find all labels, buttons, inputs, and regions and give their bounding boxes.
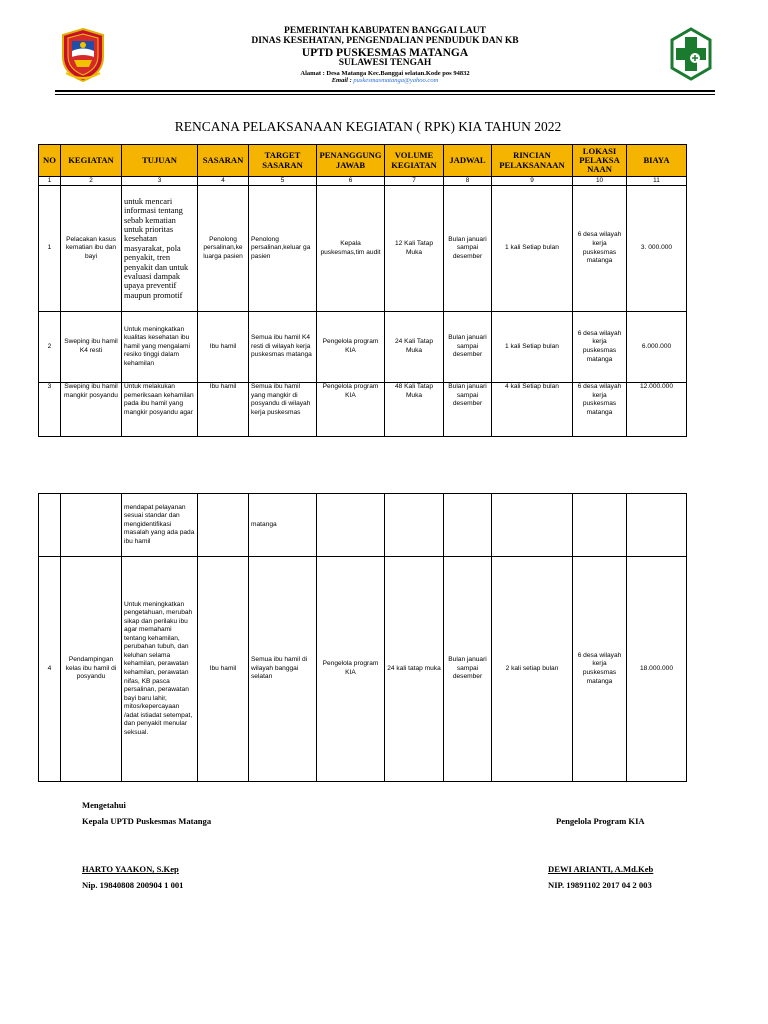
cell-penanggung-jawab: Pengelola program KIA: [317, 312, 385, 383]
regency-coat-of-arms-icon: [60, 27, 106, 83]
cell-kegiatan: Sweping ibu hamil mangkir posyandu: [61, 383, 122, 437]
cell-penanggung-jawab: Pengelola program KIA: [317, 557, 385, 782]
cell-rincian: 1 kali Setiap bulan: [492, 312, 573, 383]
letterhead-email: [200, 78, 570, 85]
cell-sasaran: Ibu hamil: [198, 383, 249, 437]
table-header-row: [39, 145, 687, 177]
column-number: 1: [39, 177, 61, 186]
header-lokasi: LOKASI PELAKSA NAAN: [573, 145, 627, 177]
letterhead-institution: UPTD PUSKESMAS MATANGA: [301, 46, 469, 59]
cell-no: 3: [39, 383, 61, 437]
cell-no: 4: [39, 557, 61, 782]
cell-target: Semua ibu hamil di wilayah banggai selatan: [249, 557, 317, 782]
right-signatory-nip: NIP. 19891102 2017 04 2 003: [548, 880, 652, 890]
cell-tujuan: Untuk meningkatkan kualitas kesehatan ibu hamil yang mengalami resiko tinggi dalam kehamilan: [122, 312, 198, 383]
cell-kegiatan: Pelacakan kasus kematian ibu dan bayi: [61, 186, 122, 312]
cell-tujuan: Untuk melakukan pemeriksaan kehamilan pada ibu hamil yang mangkir posyandu agar: [122, 383, 198, 437]
cell-sasaran: Ibu hamil: [198, 557, 249, 782]
column-number: 8: [444, 177, 492, 186]
letterhead-rule-thick: [55, 90, 715, 92]
column-number: 2: [61, 177, 122, 186]
letterhead-department: DINAS KESEHATAN, PENGENDALIAN PENDUDUK DAN KB: [251, 35, 519, 46]
table-row: [39, 312, 687, 383]
cell-jadwal: Bulan januari sampai desember: [444, 186, 492, 312]
cell-jadwal: Bulan januari sampai desember: [444, 557, 492, 782]
cell-target: Penolong persalinan,keluar ga pasien: [249, 186, 317, 312]
column-number: 9: [492, 177, 573, 186]
acknowledgement-label: Mengetahui: [82, 800, 126, 810]
letterhead: [200, 27, 570, 85]
cell-no: 2: [39, 312, 61, 383]
cell-biaya: 18.000.000: [627, 557, 687, 782]
cell-target: Semua ibu hamil K4 resti di wilayah kerja puskesmas matanga: [249, 312, 317, 383]
header-biaya: BIAYA: [627, 145, 687, 177]
cell-volume: 24 Kali Tatap Muka: [385, 312, 444, 383]
header-tujuan: TUJUAN: [122, 145, 198, 177]
cell-tujuan: untuk mencari informasi tentang sebab kematian untuk prioritas kesehatan masyarakat, pola penyakit, tren penyakit dan untuk evaluasi dampak upaya preventif maupun promotif: [122, 186, 198, 312]
rpk-table-continued: [38, 493, 687, 782]
cell-lokasi: 6 desa wilayah kerja puskesmas matanga: [573, 383, 627, 437]
cell-tujuan: Untuk meningkatkan pengetahuan, merubah sikap dan perilaku ibu agar memahami tentang kehamilan, perubahan tubuh, dan keluhan selama kehamilan, perawatan kehamilan, perawatan nifas, KB pasca persalinan, perawatan bayi baru lahir, mitos/kepercayaan /adat istiadat setempat, dan penyakit menular seksual.: [122, 557, 198, 782]
table-row: [39, 383, 687, 437]
header-jadwal: JADWAL: [444, 145, 492, 177]
header-kegiatan: KEGIATAN: [61, 145, 122, 177]
header-rincian-pelaksanaan: RINCIAN PELAKSANAAN: [492, 145, 573, 177]
email-label: Email :: [331, 76, 354, 84]
cell-rincian: 1 kali Setiap bulan: [492, 186, 573, 312]
cell-volume: 24 kali tatap muka: [385, 557, 444, 782]
left-signatory-role: Kepala UPTD Puskesmas Matanga: [82, 816, 212, 826]
left-signatory-name: HARTO YAAKON, S.Kep: [82, 864, 179, 874]
column-number: 11: [627, 177, 687, 186]
column-number: 5: [249, 177, 317, 186]
table-row: [39, 186, 687, 312]
email-link[interactable]: puskesmasmatanga@yahoo.com: [353, 76, 439, 84]
right-signatory-role: Pengelola Program KIA: [556, 816, 645, 826]
cell-rincian: 4 kali Setiap bulan: [492, 383, 573, 437]
cell-lokasi: 6 desa wilayah kerja puskesmas matanga: [573, 557, 627, 782]
column-number-row: [39, 177, 687, 186]
cell-rincian: 2 kali setiap bulan: [492, 557, 573, 782]
letterhead-rule-thin: [55, 94, 715, 95]
right-signatory-name: DEWI ARIANTI, A.Md.Keb: [548, 864, 654, 874]
column-number: 4: [198, 177, 249, 186]
letterhead-government: PEMERINTAH KABUPATEN BANGGAI LAUT: [284, 26, 486, 36]
cell-penanggung-jawab: Kepala puskesmas,tim audit: [317, 186, 385, 312]
column-number: 6: [317, 177, 385, 186]
column-number: 7: [385, 177, 444, 186]
cell-biaya: 6.000.000: [627, 312, 687, 383]
header-target-sasaran: TARGET SASARAN: [249, 145, 317, 177]
cell-volume: 12 Kali Tatap Muka: [385, 186, 444, 312]
cell-jadwal: Bulan januari sampai desember: [444, 312, 492, 383]
cell-target-continued: matanga: [249, 494, 317, 557]
cell-lokasi: 6 desa wilayah kerja puskesmas matanga: [573, 186, 627, 312]
cell-no: 1: [39, 186, 61, 312]
header-sasaran: SASARAN: [198, 145, 249, 177]
cell-biaya: 3. 000.000: [627, 186, 687, 312]
cell-penanggung-jawab: Pengelola program KIA: [317, 383, 385, 437]
column-number: 10: [573, 177, 627, 186]
cell-jadwal: Bulan januari sampai desember: [444, 383, 492, 437]
cell-kegiatan: Pendampingan kelas ibu hamil di posyandu: [61, 557, 122, 782]
header-penanggung-jawab: PENANGGUNG JAWAB: [317, 145, 385, 177]
letterhead-province: SULAWESI TENGAH: [338, 58, 432, 68]
table-row: [39, 557, 687, 782]
table-row-continuation: [39, 494, 687, 557]
cell-lokasi: 6 desa wilayah kerja puskesmas matanga: [573, 312, 627, 383]
cell-sasaran: Ibu hamil: [198, 312, 249, 383]
cell-kegiatan: Sweping ibu hamil K4 resti: [61, 312, 122, 383]
document-title: RENCANA PELAKSANAAN KEGIATAN ( RPK) KIA TAHUN 2022: [174, 119, 562, 134]
cell-biaya: 12.000.000: [627, 383, 687, 437]
column-number: 3: [122, 177, 198, 186]
letterhead-address: Alamat : Desa Matanga Kec.Banggai selatan.Kode pos 94832: [300, 69, 470, 77]
puskesmas-cross-logo-icon: [670, 27, 712, 81]
cell-target: Semua ibu hamil yang mangkir di posyandu di wilayah kerja puskesmas: [249, 383, 317, 437]
cell-tujuan-continued: mendapat pelayanan sesuai standar dan mengidentifikasi masalah yang ada pada ibu hamil: [122, 494, 198, 557]
left-signatory-nip: Nip. 19840808 200904 1 001: [82, 880, 184, 890]
cell-sasaran: Penolong persalinan,ke luarga pasien: [198, 186, 249, 312]
header-volume-kegiatan: VOLUME KEGIATAN: [385, 145, 444, 177]
cell-volume: 48 Kali Tatap Muka: [385, 383, 444, 437]
rpk-table: [38, 144, 687, 437]
header-no: NO: [39, 145, 61, 177]
